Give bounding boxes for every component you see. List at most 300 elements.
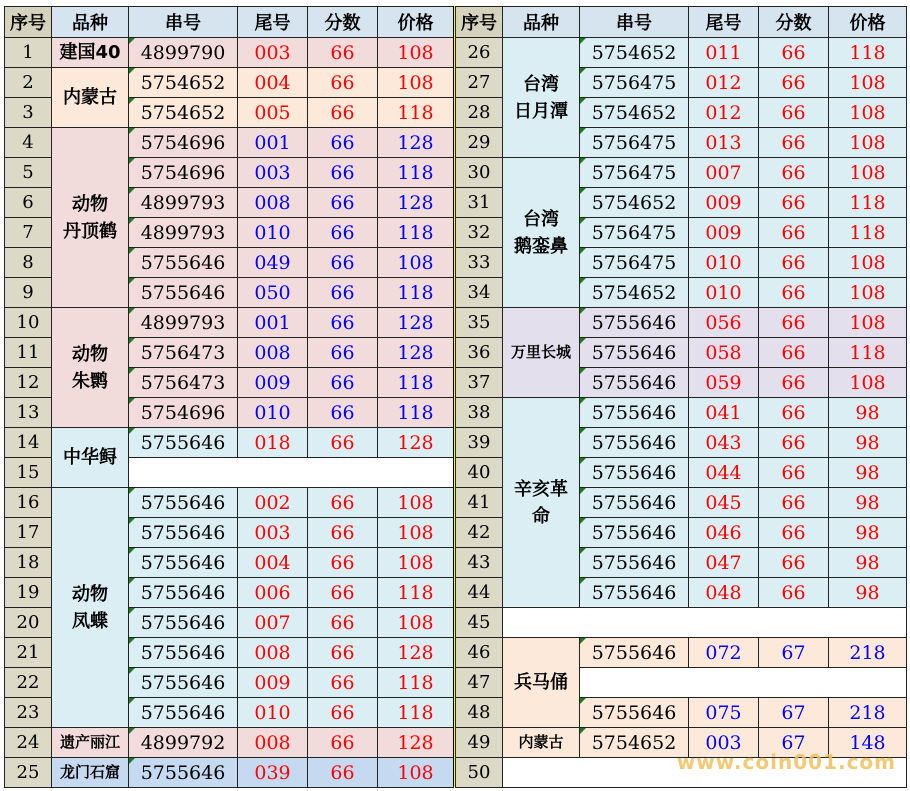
serial-text: 5755646 xyxy=(140,611,226,634)
price-cell[interactable]: 108 xyxy=(829,308,907,338)
price-cell[interactable]: 218 xyxy=(829,698,907,728)
serial-text: 5755646 xyxy=(140,641,226,664)
tail-cell[interactable]: 047 xyxy=(689,548,759,578)
comment-marker-icon xyxy=(129,728,135,734)
comment-marker-icon xyxy=(580,68,586,74)
row-number: 8 xyxy=(5,248,52,278)
serial-text: 5755646 xyxy=(591,521,677,544)
row-number: 29 xyxy=(456,128,503,158)
price-cell[interactable]: 118 xyxy=(829,188,907,218)
price-cell[interactable]: 108 xyxy=(829,128,907,158)
price-cell[interactable]: 98 xyxy=(829,398,907,428)
serial-text: 5756475 xyxy=(591,161,677,184)
header-seq: 序号 xyxy=(5,7,52,38)
table-row xyxy=(456,158,907,188)
tail-cell[interactable]: 010 xyxy=(689,248,759,278)
tail-cell[interactable]: 003 xyxy=(238,518,308,548)
serial-text: 5754652 xyxy=(591,101,677,124)
variety-cell[interactable]: 建国40 xyxy=(52,38,129,68)
score-cell[interactable]: 66 xyxy=(308,188,378,218)
price-cell[interactable]: 118 xyxy=(378,158,454,188)
serial-cell[interactable] xyxy=(129,728,238,758)
row-number: 44 xyxy=(456,578,503,608)
serial-cell[interactable] xyxy=(129,188,238,218)
score-cell[interactable]: 66 xyxy=(308,428,378,458)
score-cell[interactable]: 66 xyxy=(759,428,829,458)
comment-marker-icon xyxy=(580,338,586,344)
serial-cell[interactable] xyxy=(129,698,238,728)
serial-cell[interactable] xyxy=(580,38,689,68)
comment-marker-icon xyxy=(580,578,586,584)
serial-text: 5755646 xyxy=(140,701,226,724)
serial-text: 5755646 xyxy=(591,701,677,724)
tail-cell[interactable]: 002 xyxy=(238,488,308,518)
serial-cell[interactable] xyxy=(129,338,238,368)
comment-marker-icon xyxy=(129,758,135,764)
score-cell[interactable]: 66 xyxy=(759,398,829,428)
row-number: 35 xyxy=(456,308,503,338)
comment-marker-icon xyxy=(580,128,586,134)
score-cell[interactable]: 66 xyxy=(759,128,829,158)
table-row xyxy=(456,608,907,638)
serial-cell[interactable] xyxy=(129,368,238,398)
row-number: 36 xyxy=(456,338,503,368)
score-cell[interactable]: 66 xyxy=(308,308,378,338)
row-number: 12 xyxy=(5,368,52,398)
score-cell[interactable]: 66 xyxy=(308,638,378,668)
score-cell[interactable]: 66 xyxy=(308,608,378,638)
price-cell[interactable]: 118 xyxy=(378,578,454,608)
header-row xyxy=(5,7,454,38)
serial-text: 5756475 xyxy=(591,71,677,94)
tail-cell[interactable]: 006 xyxy=(238,578,308,608)
serial-cell[interactable] xyxy=(129,758,238,788)
tail-cell[interactable]: 058 xyxy=(689,338,759,368)
tail-cell[interactable]: 012 xyxy=(689,98,759,128)
price-cell[interactable]: 98 xyxy=(829,488,907,518)
price-cell[interactable]: 108 xyxy=(829,68,907,98)
serial-cell[interactable] xyxy=(129,578,238,608)
price-cell[interactable]: 118 xyxy=(378,278,454,308)
tail-cell[interactable]: 050 xyxy=(238,278,308,308)
tail-cell[interactable]: 013 xyxy=(689,128,759,158)
tail-cell[interactable]: 072 xyxy=(689,638,759,668)
score-cell[interactable]: 66 xyxy=(308,38,378,68)
price-cell[interactable]: 108 xyxy=(378,608,454,638)
price-cell[interactable]: 108 xyxy=(378,248,454,278)
header-tail: 尾号 xyxy=(238,7,308,38)
price-cell[interactable]: 118 xyxy=(378,98,454,128)
price-cell[interactable]: 128 xyxy=(378,728,454,758)
empty-row-cell[interactable] xyxy=(580,668,907,698)
serial-cell[interactable] xyxy=(129,428,238,458)
score-cell[interactable]: 66 xyxy=(308,218,378,248)
serial-cell[interactable] xyxy=(580,368,689,398)
table-row xyxy=(5,308,454,338)
score-cell[interactable]: 66 xyxy=(759,98,829,128)
comment-marker-icon xyxy=(129,338,135,344)
price-cell[interactable]: 108 xyxy=(378,488,454,518)
serial-cell[interactable] xyxy=(580,548,689,578)
row-number: 1 xyxy=(5,38,52,68)
serial-cell[interactable] xyxy=(129,38,238,68)
tail-cell[interactable]: 009 xyxy=(689,218,759,248)
row-number: 43 xyxy=(456,548,503,578)
serial-cell[interactable] xyxy=(580,578,689,608)
comment-marker-icon xyxy=(580,638,586,644)
tail-cell[interactable]: 043 xyxy=(689,428,759,458)
comment-marker-icon xyxy=(129,38,135,44)
serial-cell[interactable] xyxy=(129,98,238,128)
tail-cell[interactable]: 046 xyxy=(689,518,759,548)
tail-cell[interactable]: 010 xyxy=(238,218,308,248)
score-cell[interactable]: 66 xyxy=(759,518,829,548)
row-number: 2 xyxy=(5,68,52,98)
row-number: 24 xyxy=(5,728,52,758)
row-number: 28 xyxy=(456,98,503,128)
table-row xyxy=(5,428,454,458)
variety-cell[interactable]: 内蒙古 xyxy=(52,68,129,128)
variety-cell[interactable]: 龙门石窟 xyxy=(52,758,129,788)
price-cell[interactable]: 98 xyxy=(829,548,907,578)
score-cell[interactable]: 66 xyxy=(759,278,829,308)
price-cell[interactable]: 108 xyxy=(829,278,907,308)
row-number: 5 xyxy=(5,158,52,188)
price-cell[interactable]: 118 xyxy=(829,218,907,248)
serial-cell[interactable] xyxy=(580,698,689,728)
serial-text: 5756475 xyxy=(591,131,677,154)
row-number: 41 xyxy=(456,488,503,518)
price-cell[interactable]: 128 xyxy=(378,638,454,668)
serial-cell[interactable] xyxy=(129,548,238,578)
empty-row-cell[interactable] xyxy=(503,608,907,638)
price-cell[interactable]: 108 xyxy=(829,158,907,188)
price-cell[interactable]: 128 xyxy=(378,188,454,218)
score-cell[interactable]: 66 xyxy=(759,548,829,578)
price-cell[interactable]: 108 xyxy=(829,248,907,278)
serial-text: 5755646 xyxy=(140,761,226,784)
tail-cell[interactable]: 009 xyxy=(689,188,759,218)
serial-cell[interactable] xyxy=(580,248,689,278)
serial-cell[interactable] xyxy=(129,638,238,668)
comment-marker-icon xyxy=(580,368,586,374)
tail-cell[interactable]: 056 xyxy=(689,308,759,338)
tail-cell[interactable]: 011 xyxy=(689,38,759,68)
score-cell[interactable]: 66 xyxy=(759,578,829,608)
score-cell[interactable]: 66 xyxy=(308,338,378,368)
serial-cell[interactable] xyxy=(129,518,238,548)
price-cell[interactable]: 118 xyxy=(378,398,454,428)
serial-cell[interactable] xyxy=(129,218,238,248)
tail-cell[interactable]: 009 xyxy=(238,368,308,398)
price-cell[interactable]: 108 xyxy=(378,68,454,98)
price-cell[interactable]: 118 xyxy=(829,338,907,368)
tail-cell[interactable]: 003 xyxy=(238,158,308,188)
variety-cell[interactable]: 辛亥革 命 xyxy=(503,398,580,608)
serial-cell[interactable] xyxy=(580,278,689,308)
tail-cell[interactable]: 018 xyxy=(238,428,308,458)
tail-cell[interactable]: 004 xyxy=(238,68,308,98)
variety-cell[interactable]: 动物 凤蝶 xyxy=(52,488,129,728)
comment-marker-icon xyxy=(129,248,135,254)
tail-cell[interactable]: 044 xyxy=(689,458,759,488)
serial-cell[interactable] xyxy=(580,218,689,248)
price-cell[interactable]: 108 xyxy=(829,98,907,128)
variety-cell[interactable]: 动物 丹顶鹤 xyxy=(52,128,129,308)
serial-cell[interactable] xyxy=(580,128,689,158)
comment-marker-icon xyxy=(580,308,586,314)
serial-cell[interactable] xyxy=(129,158,238,188)
score-cell[interactable]: 66 xyxy=(308,548,378,578)
header-score: 分数 xyxy=(759,7,829,38)
row-number: 3 xyxy=(5,98,52,128)
serial-cell[interactable] xyxy=(580,308,689,338)
row-number: 32 xyxy=(456,218,503,248)
empty-row-cell[interactable] xyxy=(129,458,454,488)
header-serial: 串号 xyxy=(580,7,689,38)
tail-cell[interactable]: 008 xyxy=(238,638,308,668)
variety-cell[interactable]: 台湾 日月潭 xyxy=(503,38,580,158)
score-cell[interactable]: 66 xyxy=(308,668,378,698)
price-cell[interactable]: 108 xyxy=(378,548,454,578)
serial-cell[interactable] xyxy=(129,608,238,638)
serial-cell[interactable] xyxy=(580,338,689,368)
serial-text: 5755646 xyxy=(591,551,677,574)
tail-cell[interactable]: 007 xyxy=(238,608,308,638)
row-number: 7 xyxy=(5,218,52,248)
serial-text: 5755646 xyxy=(140,431,226,454)
score-cell[interactable]: 66 xyxy=(308,488,378,518)
comment-marker-icon xyxy=(580,698,586,704)
price-cell[interactable]: 118 xyxy=(378,698,454,728)
tail-cell[interactable]: 010 xyxy=(238,698,308,728)
serial-text: 5756475 xyxy=(591,221,677,244)
serial-cell[interactable] xyxy=(580,68,689,98)
score-cell[interactable]: 67 xyxy=(759,728,829,758)
serial-cell[interactable] xyxy=(129,278,238,308)
serial-cell[interactable] xyxy=(580,638,689,668)
row-number: 39 xyxy=(456,428,503,458)
table-row xyxy=(456,638,907,668)
header-row xyxy=(456,7,907,38)
row-number: 50 xyxy=(456,758,503,788)
serial-text: 5754696 xyxy=(140,131,226,154)
row-number: 4 xyxy=(5,128,52,158)
serial-cell[interactable] xyxy=(129,308,238,338)
table-row xyxy=(5,488,454,518)
score-cell[interactable]: 66 xyxy=(759,218,829,248)
tail-cell[interactable]: 008 xyxy=(238,338,308,368)
comment-marker-icon xyxy=(580,728,586,734)
score-cell[interactable]: 66 xyxy=(308,398,378,428)
serial-cell[interactable] xyxy=(580,398,689,428)
score-cell[interactable]: 66 xyxy=(308,68,378,98)
score-cell[interactable]: 66 xyxy=(308,98,378,128)
row-number: 34 xyxy=(456,278,503,308)
price-cell[interactable]: 218 xyxy=(829,638,907,668)
tail-cell[interactable]: 008 xyxy=(238,728,308,758)
serial-text: 5756473 xyxy=(140,371,226,394)
score-cell[interactable]: 66 xyxy=(308,698,378,728)
serial-text: 5755646 xyxy=(140,251,226,274)
score-cell[interactable]: 67 xyxy=(759,638,829,668)
price-cell[interactable]: 98 xyxy=(829,518,907,548)
comment-marker-icon xyxy=(580,98,586,104)
comment-marker-icon xyxy=(129,98,135,104)
row-number: 46 xyxy=(456,638,503,668)
serial-text: 5755646 xyxy=(591,641,677,664)
tail-cell[interactable]: 005 xyxy=(238,98,308,128)
serial-text: 5755646 xyxy=(591,371,677,394)
serial-text: 5754652 xyxy=(591,41,677,64)
score-cell[interactable]: 66 xyxy=(759,308,829,338)
serial-cell[interactable] xyxy=(580,458,689,488)
serial-cell[interactable] xyxy=(580,98,689,128)
table-row xyxy=(456,398,907,428)
comment-marker-icon xyxy=(580,518,586,524)
watermark: www.coin001.com xyxy=(676,750,896,774)
price-cell[interactable]: 98 xyxy=(829,578,907,608)
tail-cell[interactable]: 009 xyxy=(238,668,308,698)
score-cell[interactable]: 66 xyxy=(759,458,829,488)
price-cell[interactable]: 98 xyxy=(829,428,907,458)
serial-text: 5754652 xyxy=(591,281,677,304)
row-number: 10 xyxy=(5,308,52,338)
price-cell[interactable]: 128 xyxy=(378,128,454,158)
comment-marker-icon xyxy=(580,248,586,254)
tail-cell[interactable]: 049 xyxy=(238,248,308,278)
serial-cell[interactable] xyxy=(129,488,238,518)
variety-cell[interactable]: 中华鲟 xyxy=(52,428,129,488)
tail-cell[interactable]: 010 xyxy=(238,398,308,428)
serial-cell[interactable] xyxy=(580,518,689,548)
table-row xyxy=(5,68,454,98)
score-cell[interactable]: 66 xyxy=(759,38,829,68)
row-number: 48 xyxy=(456,698,503,728)
row-number: 17 xyxy=(5,518,52,548)
score-cell[interactable]: 66 xyxy=(308,728,378,758)
serial-cell[interactable] xyxy=(580,428,689,458)
variety-cell[interactable]: 动物 朱鹮 xyxy=(52,308,129,428)
price-cell[interactable]: 108 xyxy=(378,38,454,68)
price-cell[interactable]: 108 xyxy=(378,758,454,788)
price-cell[interactable]: 108 xyxy=(829,368,907,398)
price-cell[interactable]: 108 xyxy=(378,518,454,548)
tail-cell[interactable]: 007 xyxy=(689,158,759,188)
variety-cell[interactable]: 兵马俑 xyxy=(503,638,580,728)
price-cell[interactable]: 148 xyxy=(829,728,907,758)
tail-cell[interactable]: 039 xyxy=(238,758,308,788)
serial-cell[interactable] xyxy=(129,68,238,98)
tail-cell[interactable]: 010 xyxy=(689,278,759,308)
serial-cell[interactable] xyxy=(580,488,689,518)
tail-cell[interactable]: 001 xyxy=(238,308,308,338)
tail-cell[interactable]: 003 xyxy=(689,728,759,758)
tail-cell[interactable]: 003 xyxy=(238,38,308,68)
serial-cell[interactable] xyxy=(129,248,238,278)
score-cell[interactable]: 66 xyxy=(759,158,829,188)
score-cell[interactable]: 66 xyxy=(308,248,378,278)
score-cell[interactable]: 66 xyxy=(308,368,378,398)
table-row xyxy=(5,728,454,758)
row-number: 27 xyxy=(456,68,503,98)
tail-cell[interactable]: 048 xyxy=(689,578,759,608)
score-cell[interactable]: 66 xyxy=(308,518,378,548)
comment-marker-icon xyxy=(580,278,586,284)
serial-text: 4899792 xyxy=(140,731,226,754)
tail-cell[interactable]: 045 xyxy=(689,488,759,518)
serial-cell[interactable] xyxy=(580,728,689,758)
price-cell[interactable]: 128 xyxy=(378,338,454,368)
score-cell[interactable]: 66 xyxy=(308,278,378,308)
score-cell[interactable]: 66 xyxy=(759,338,829,368)
comment-marker-icon xyxy=(129,368,135,374)
serial-cell[interactable] xyxy=(129,668,238,698)
variety-cell[interactable]: 内蒙古 xyxy=(503,728,580,758)
serial-cell[interactable] xyxy=(129,398,238,428)
variety-cell[interactable]: 万里长城 xyxy=(503,308,580,398)
price-cell[interactable]: 128 xyxy=(378,308,454,338)
table-row xyxy=(5,758,454,788)
score-cell[interactable]: 66 xyxy=(759,248,829,278)
price-cell[interactable]: 118 xyxy=(378,218,454,248)
score-cell[interactable]: 66 xyxy=(308,158,378,188)
header-seq: 序号 xyxy=(456,7,503,38)
score-cell[interactable]: 66 xyxy=(308,128,378,158)
score-cell[interactable]: 66 xyxy=(308,578,378,608)
tail-cell[interactable]: 008 xyxy=(238,188,308,218)
tail-cell[interactable]: 075 xyxy=(689,698,759,728)
serial-text: 5755646 xyxy=(591,581,677,604)
serial-cell[interactable] xyxy=(129,128,238,158)
tail-cell[interactable]: 059 xyxy=(689,368,759,398)
tail-cell[interactable]: 041 xyxy=(689,398,759,428)
comment-marker-icon xyxy=(129,68,135,74)
serial-cell[interactable] xyxy=(580,188,689,218)
variety-cell[interactable]: 遗产丽江 xyxy=(52,728,129,758)
score-cell[interactable]: 66 xyxy=(759,68,829,98)
row-number: 21 xyxy=(5,638,52,668)
tail-cell[interactable]: 001 xyxy=(238,128,308,158)
score-cell[interactable]: 66 xyxy=(759,368,829,398)
price-cell[interactable]: 118 xyxy=(829,38,907,68)
score-cell[interactable]: 67 xyxy=(759,698,829,728)
variety-cell[interactable]: 台湾 鹅銮鼻 xyxy=(503,158,580,308)
serial-cell[interactable] xyxy=(580,158,689,188)
score-cell[interactable]: 66 xyxy=(759,488,829,518)
comment-marker-icon xyxy=(580,428,586,434)
row-number: 6 xyxy=(5,188,52,218)
row-number: 38 xyxy=(456,398,503,428)
price-cell[interactable]: 128 xyxy=(378,428,454,458)
row-number: 22 xyxy=(5,668,52,698)
left-table xyxy=(4,6,454,788)
price-cell[interactable]: 98 xyxy=(829,458,907,488)
price-cell[interactable]: 118 xyxy=(378,368,454,398)
row-number: 16 xyxy=(5,488,52,518)
score-cell[interactable]: 66 xyxy=(759,188,829,218)
tail-cell[interactable]: 012 xyxy=(689,68,759,98)
row-number: 25 xyxy=(5,758,52,788)
price-cell[interactable]: 118 xyxy=(378,668,454,698)
comment-marker-icon xyxy=(129,398,135,404)
serial-text: 5755646 xyxy=(591,461,677,484)
tail-cell[interactable]: 004 xyxy=(238,548,308,578)
header-price: 价格 xyxy=(378,7,454,38)
row-number: 26 xyxy=(456,38,503,68)
comment-marker-icon xyxy=(129,158,135,164)
score-cell[interactable]: 66 xyxy=(308,758,378,788)
